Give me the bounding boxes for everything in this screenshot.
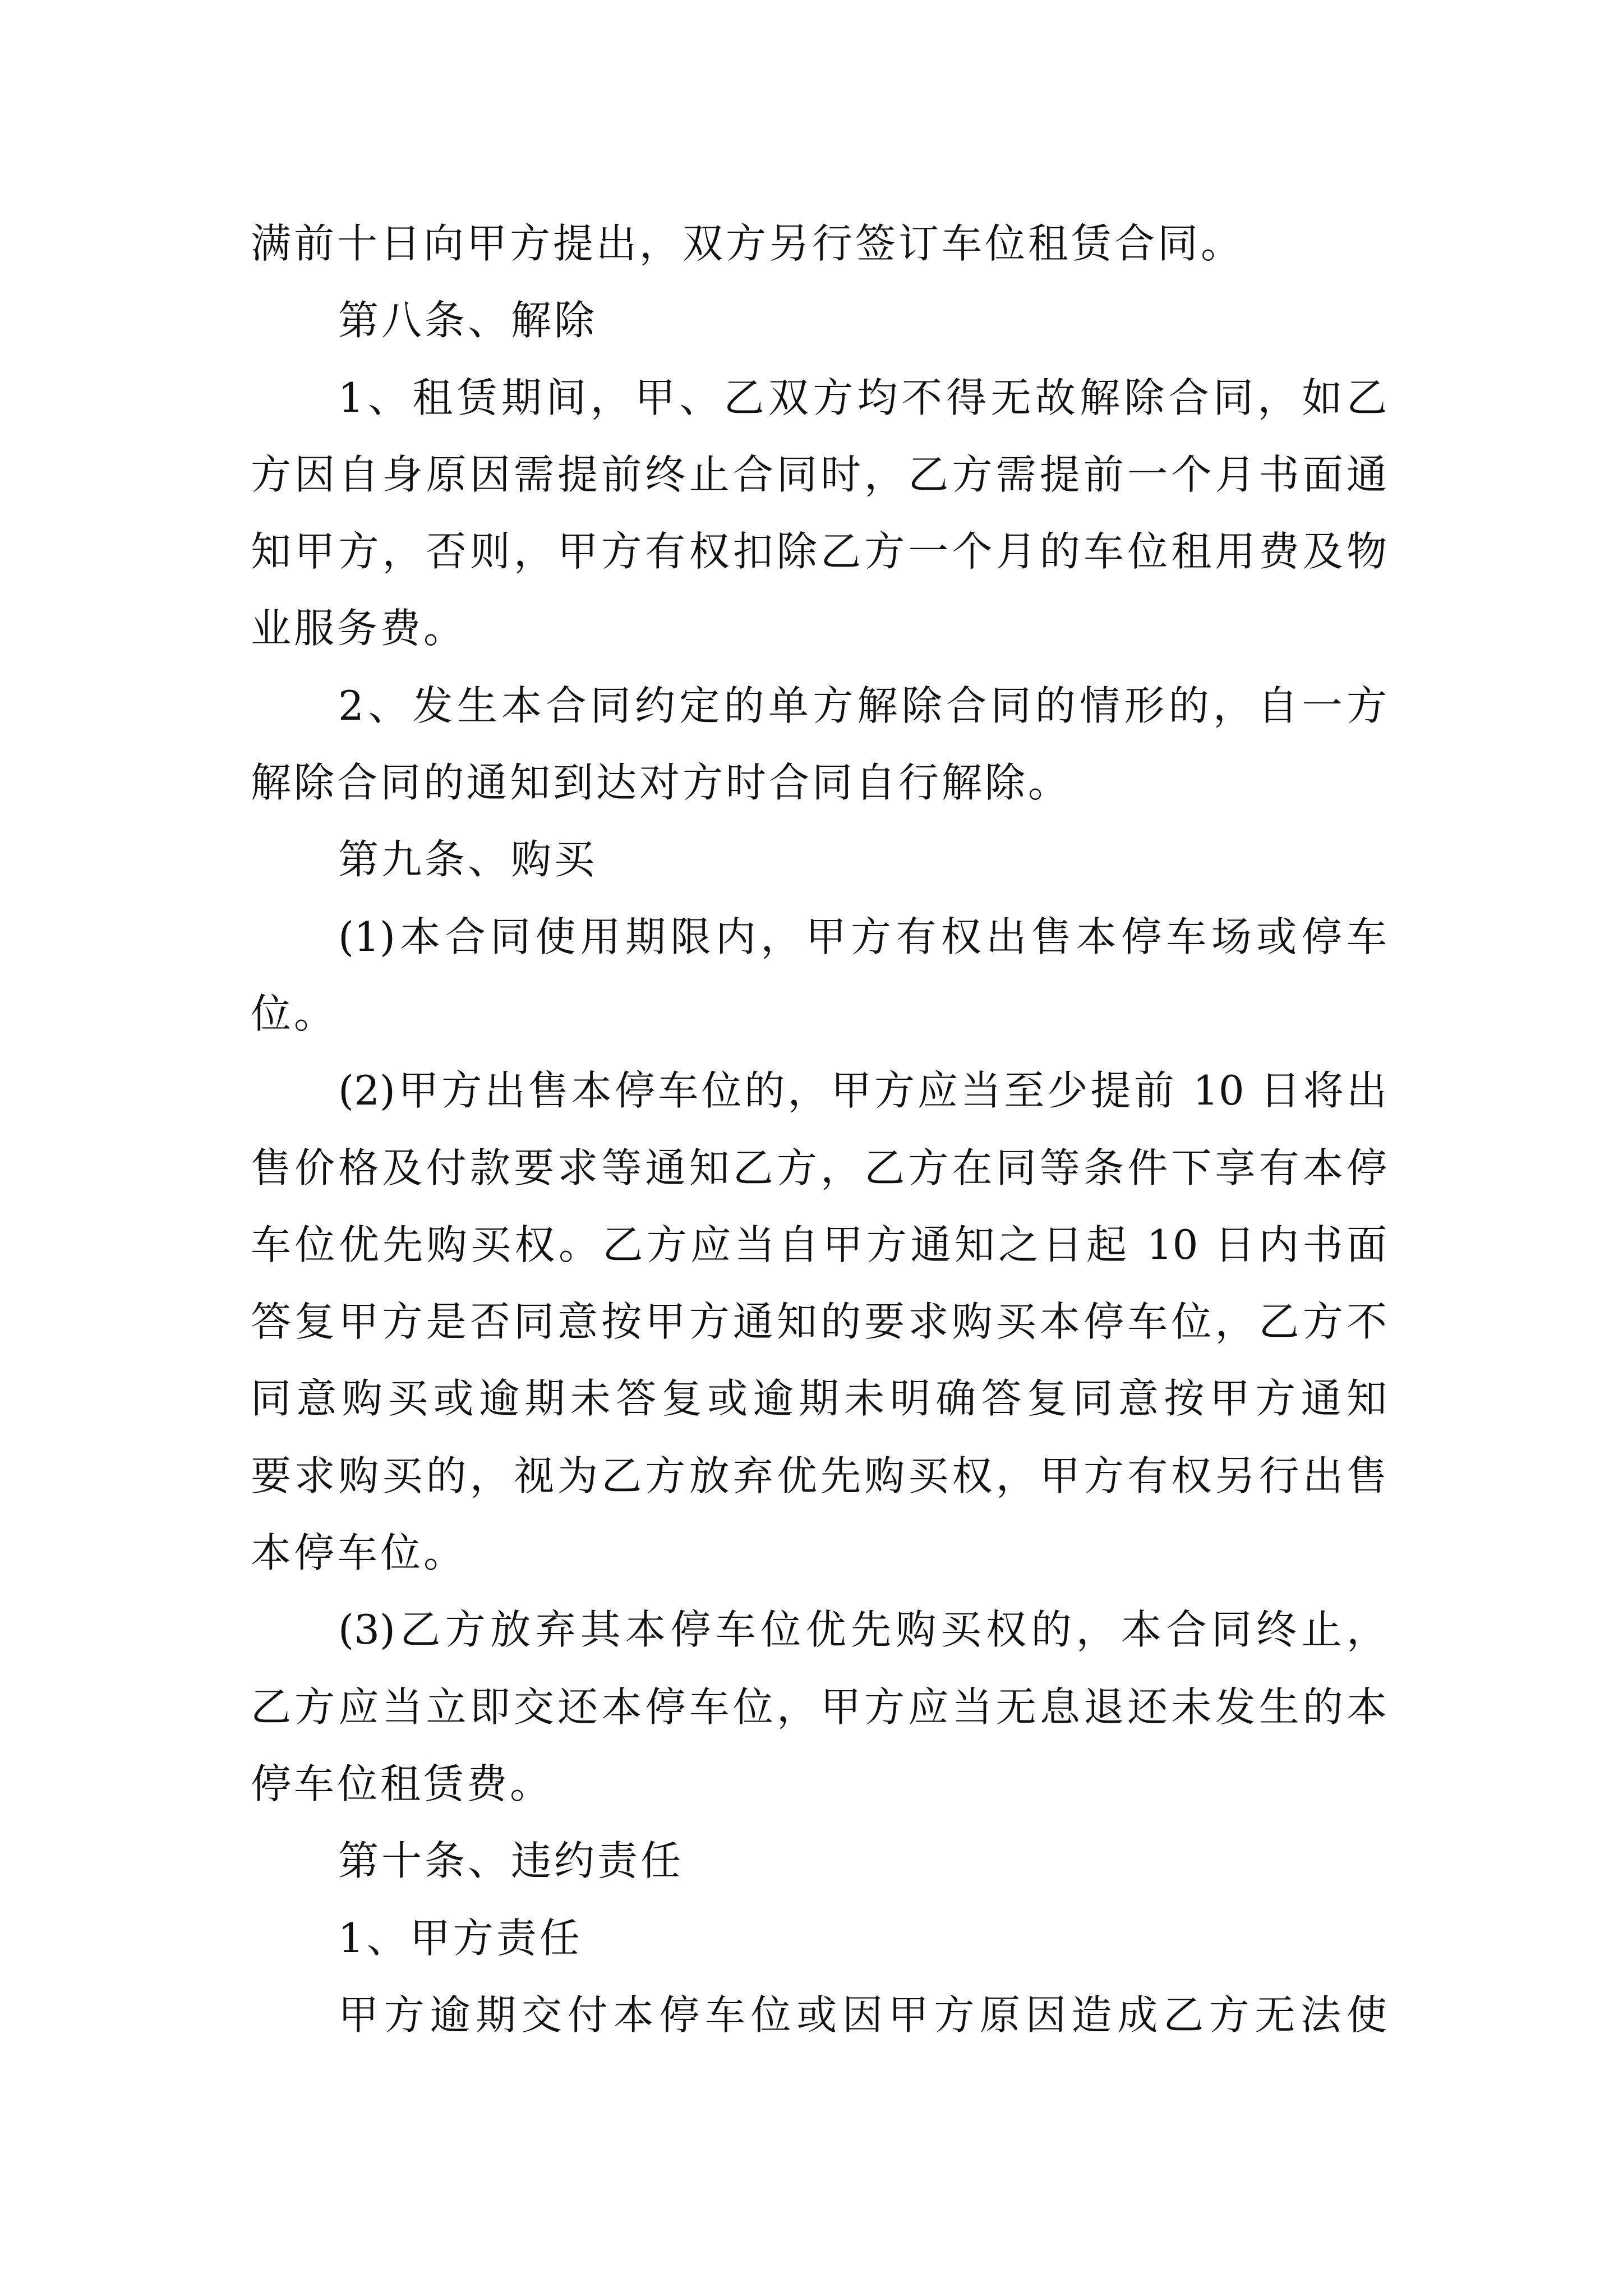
paragraph-line: 答复甲方是否同意按甲方通知的要求购买本停车位，乙方不: [251, 1298, 1387, 1346]
section-heading: 第八条、解除: [338, 297, 598, 344]
paragraph-line: 乙方应当立即交还本停车位，甲方应当无息退还未发生的本: [251, 1683, 1387, 1731]
paragraph-line: 停车位租赁费。: [251, 1760, 554, 1807]
paragraph-line: 满前十日向甲方提出，双方另行签订车位租赁合同。: [251, 220, 1244, 267]
paragraph-line: 解除合同的通知到达对方时合同自行解除。: [251, 759, 1072, 807]
paragraph-line: 车位优先购买权。乙方应当自甲方通知之日起 10 日内书面: [251, 1221, 1387, 1268]
section-heading: 第九条、购买: [338, 836, 598, 884]
paragraph-line: (3)乙方放弃其本停车位优先购买权的，本合同终止，: [338, 1606, 1387, 1654]
paragraph-line: 本停车位。: [251, 1529, 467, 1577]
document-page: [251, 205, 1387, 2054]
paragraph-line: 售价格及付款要求等通知乙方，乙方在同等条件下享有本停: [251, 1144, 1387, 1191]
paragraph-line: 甲方逾期交付本停车位或因甲方原因造成乙方无法使: [338, 1991, 1387, 2039]
subsection-heading: 1、甲方责任: [338, 1914, 583, 1962]
paragraph-line: 要求购买的，视为乙方放弃优先购买权，甲方有权另行出售: [251, 1452, 1387, 1499]
paragraph-line: 同意购买或逾期未答复或逾期未明确答复同意按甲方通知: [251, 1375, 1387, 1423]
paragraph-line: (2)甲方出售本停车位的，甲方应当至少提前 10 日将出: [338, 1067, 1387, 1115]
paragraph-line: 方因自身原因需提前终止合同时，乙方需提前一个月书面通: [251, 450, 1387, 498]
section-heading: 第十条、违约责任: [338, 1837, 684, 1885]
paragraph-line: (1)本合同使用期限内，甲方有权出售本停车场或停车: [338, 913, 1387, 960]
paragraph-line: 业服务费。: [251, 605, 467, 652]
paragraph-line: 2、发生本合同约定的单方解除合同的情形的，自一方: [338, 682, 1387, 729]
paragraph-line: 位。: [251, 990, 338, 1037]
paragraph-line: 1、租赁期间，甲、乙双方均不得无故解除合同，如乙: [338, 374, 1387, 421]
paragraph-line: 知甲方，否则，甲方有权扣除乙方一个月的车位租用费及物: [251, 528, 1387, 576]
